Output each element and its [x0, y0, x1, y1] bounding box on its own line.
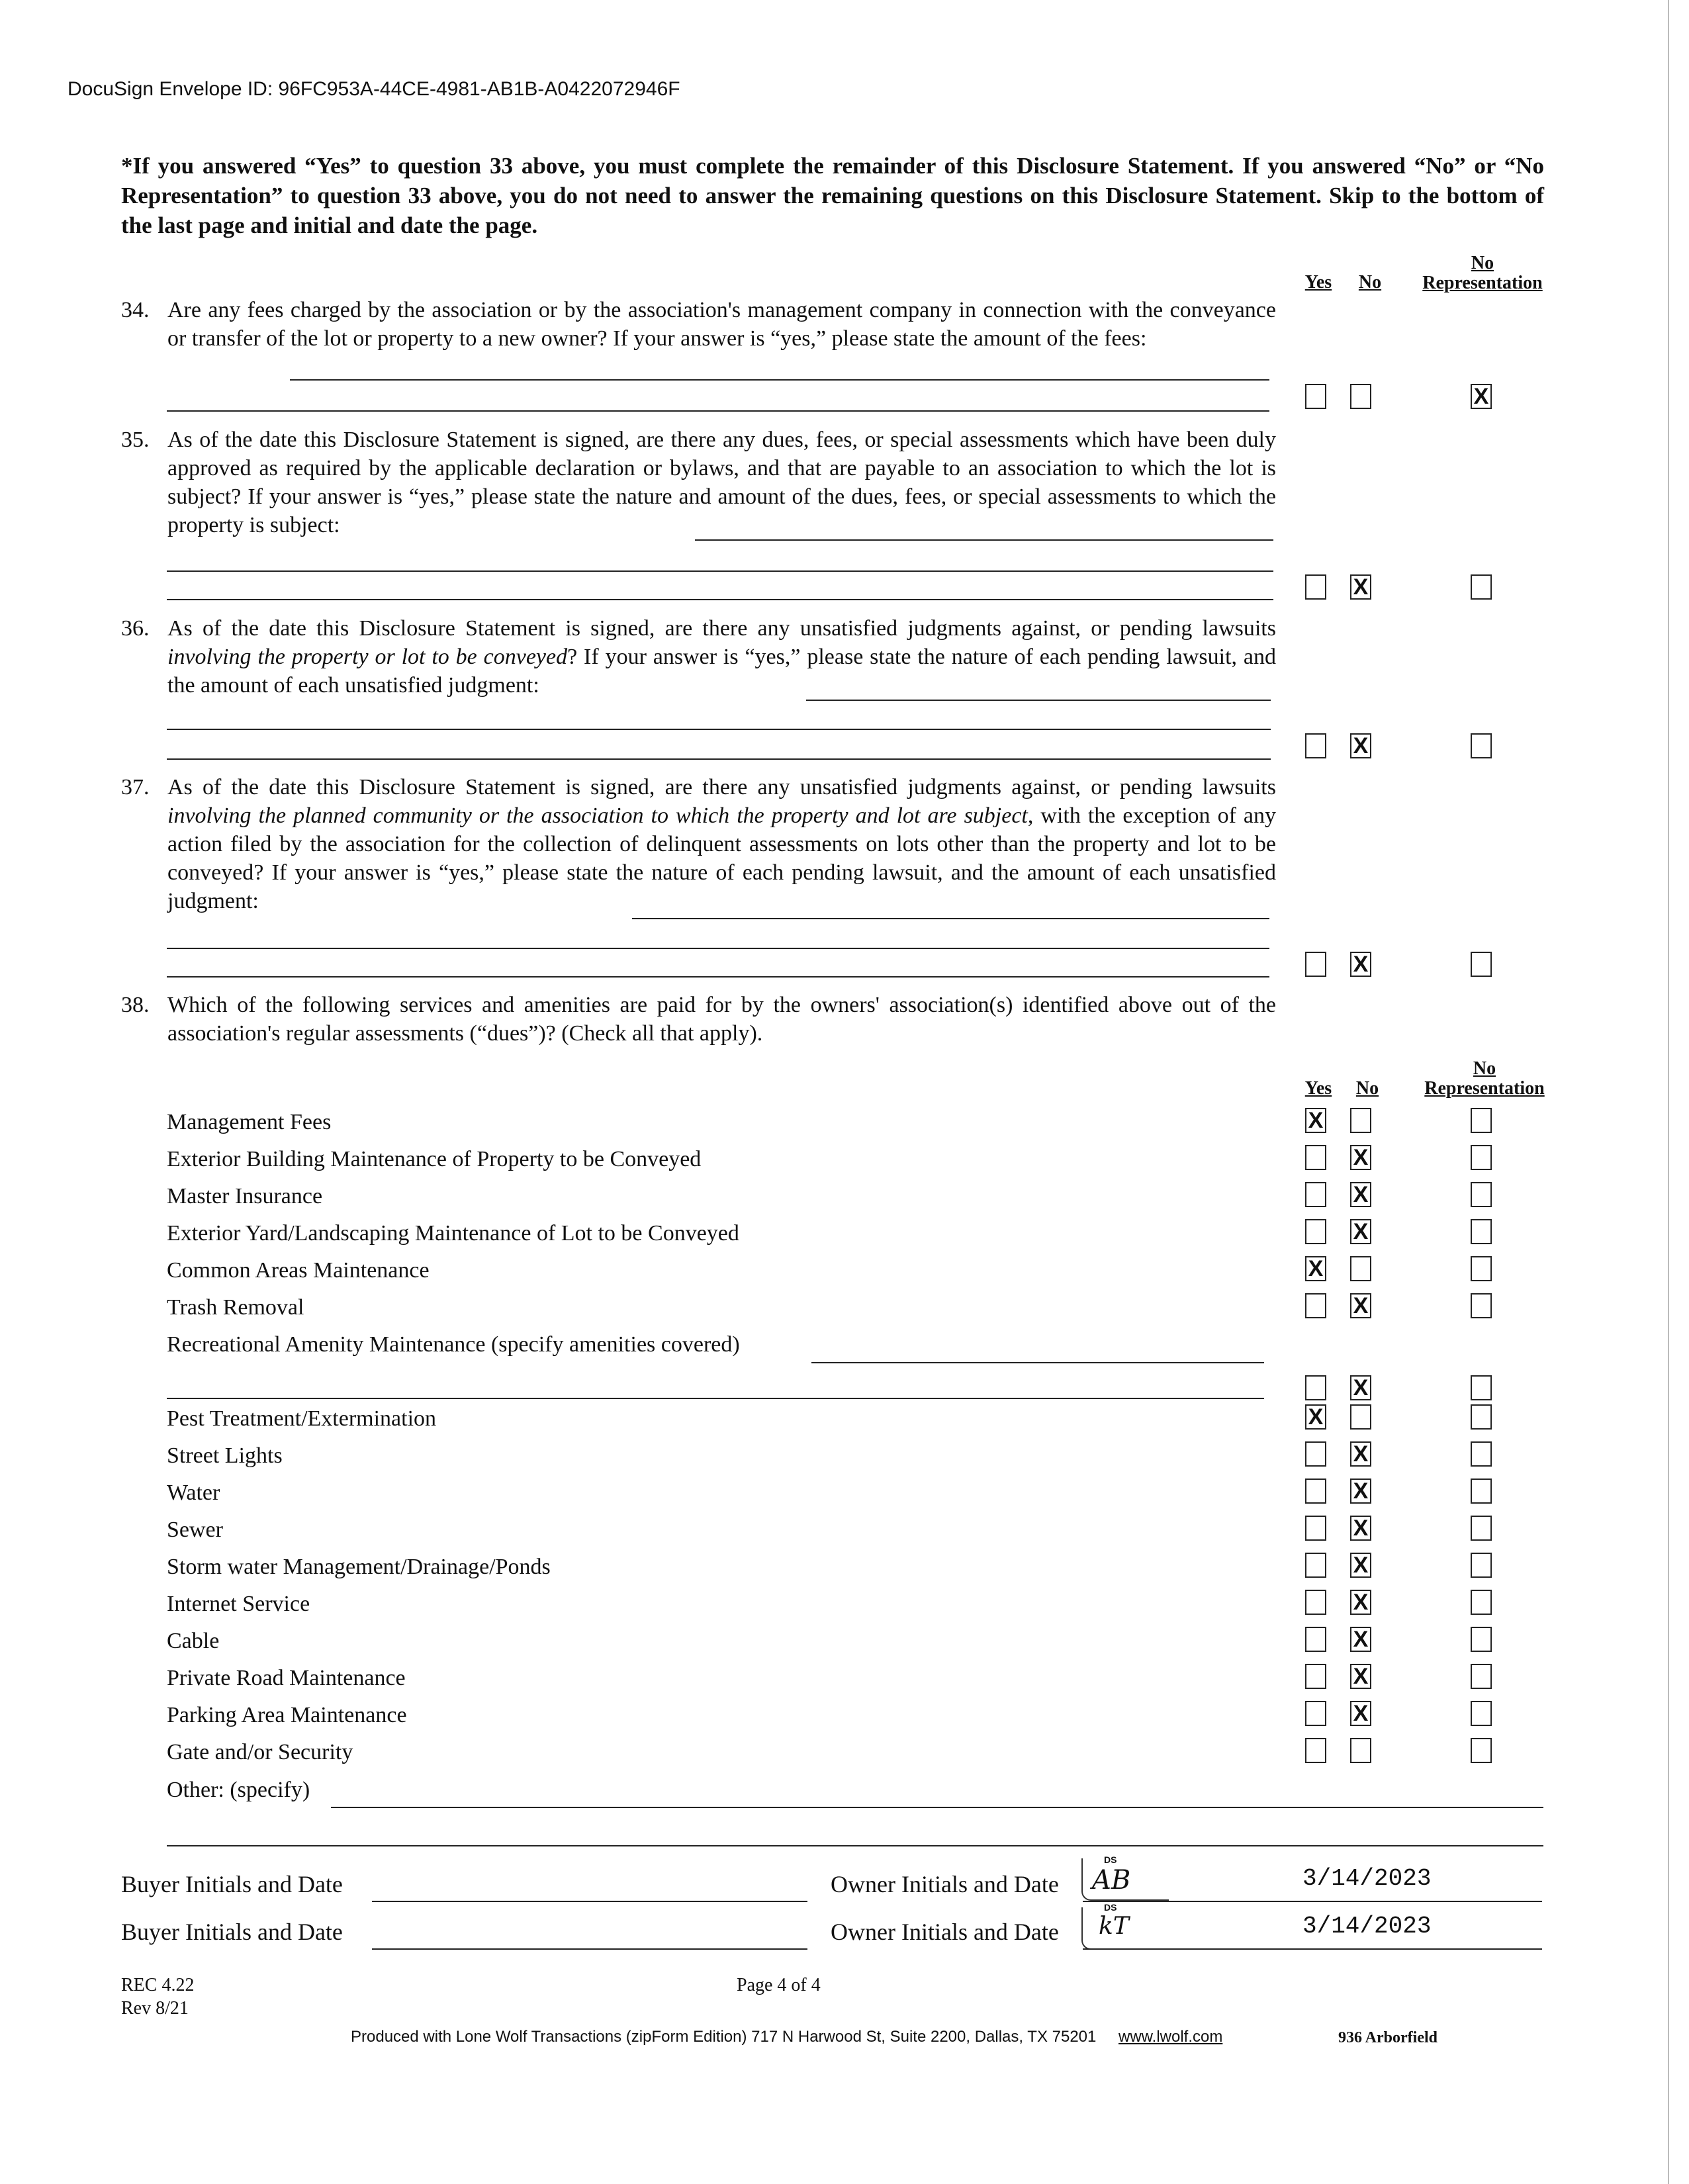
question-text-italic: involving the property or lot to be conveyed: [167, 645, 568, 669]
form-revision: Rev 8/21: [121, 1998, 189, 2019]
q36-yes-checkbox[interactable]: [1305, 733, 1326, 758]
q36-no-rep-checkbox[interactable]: [1471, 733, 1492, 758]
answer-line[interactable]: [167, 758, 1271, 760]
header-no: No: [1358, 272, 1382, 293]
service-no-rep-checkbox[interactable]: [1471, 1664, 1492, 1689]
service-no-checkbox[interactable]: [1350, 1108, 1371, 1133]
service-yes-checkbox[interactable]: X: [1305, 1108, 1326, 1133]
ds-tag: DS: [1104, 1854, 1117, 1865]
service-no-rep-checkbox[interactable]: [1471, 1293, 1492, 1318]
service-row: [167, 1183, 1269, 1210]
answer-line[interactable]: [167, 729, 1271, 730]
intro-instructions: *If you answered “Yes” to question 33 above, you must complete the remainder of this Disclosure Statement. If you answered “No” or “No Representation” to question 33 above, you do not need to answer the remaining questions on this Disclosure Statement. Skip to the bottom of the last page and initial and date the page.: [121, 153, 1544, 238]
service-yes-checkbox[interactable]: [1305, 1701, 1326, 1726]
question-text-italic: involving the planned community or the association to which the property and lot are subject: [167, 803, 1028, 828]
service-yes-checkbox[interactable]: [1305, 1182, 1326, 1207]
service-yes-checkbox[interactable]: [1305, 1553, 1326, 1578]
service-no-rep-checkbox[interactable]: [1471, 1182, 1492, 1207]
leader-dots: [167, 1535, 1269, 1537]
other-label: Other: (specify): [167, 1778, 310, 1802]
question-text: As of the date this Disclosure Statement is signed, are there any dues, fees, or special assessments which have been duly approved as required by the applicable declaration or bylaws, and that are payable to an association to which the lot is subject? If your answer is “yes,” please state the nature and amount of the dues, fees, or special assessments to which the property is subject:: [167, 428, 1276, 537]
owner-initials-1: AB: [1092, 1865, 1131, 1895]
service-yes-checkbox[interactable]: [1305, 1293, 1326, 1318]
service-label: Trash Removal: [167, 1295, 304, 1320]
service-label: Gate and/or Security: [167, 1740, 353, 1764]
buyer-initials-label-2: Buyer Initials and Date: [121, 1919, 343, 1945]
service-yes-checkbox[interactable]: [1305, 1516, 1326, 1541]
service-no-checkbox[interactable]: [1350, 1256, 1371, 1281]
service-row: [167, 1591, 1269, 1617]
answer-line[interactable]: [167, 570, 1273, 572]
service-no-checkbox[interactable]: X: [1350, 1553, 1371, 1578]
service-no-rep-checkbox[interactable]: [1471, 1441, 1492, 1467]
service-row: [167, 1517, 1269, 1543]
service-row: [167, 1628, 1269, 1655]
question-text-part: As of the date this Disclosure Statement is signed, are there any unsatisfied judgments against, or pending lawsuits: [167, 775, 1276, 799]
buyer-initials-line-1[interactable]: [372, 1901, 807, 1902]
owner-initials-label-1: Owner Initials and Date: [831, 1871, 1059, 1897]
answer-line[interactable]: [632, 918, 1269, 919]
property-address: 936 Arborfield: [1338, 2029, 1438, 2046]
service-row: [167, 1665, 1269, 1692]
service-no-rep-checkbox[interactable]: [1471, 1108, 1492, 1133]
service-label: Exterior Yard/Landscaping Maintenance of Lot to be Conveyed: [167, 1221, 739, 1246]
service-label: Street Lights: [167, 1443, 283, 1468]
q34-no-rep-checkbox[interactable]: X: [1471, 384, 1492, 409]
services-header-yes: Yes: [1304, 1078, 1332, 1099]
service-no-checkbox[interactable]: [1350, 1404, 1371, 1430]
question-35: [121, 426, 1276, 539]
q36-no-checkbox[interactable]: X: [1350, 733, 1371, 758]
service-label: Master Insurance: [167, 1184, 323, 1208]
buyer-initials-line-2[interactable]: [372, 1948, 807, 1950]
service-yes-checkbox[interactable]: [1305, 1145, 1326, 1170]
q37-no-rep-checkbox[interactable]: [1471, 952, 1492, 977]
owner-initials-line-1[interactable]: [1083, 1901, 1542, 1902]
page-number: Page 4 of 4: [737, 1975, 821, 1995]
owner-initials-label-2: Owner Initials and Date: [831, 1919, 1059, 1945]
question-text: Which of the following services and amenities are paid for by the owners' association(s) identified above out of the association's regular assessments (“dues”)? (Check all that apply).: [167, 993, 1276, 1046]
service-no-checkbox[interactable]: X: [1350, 1516, 1371, 1541]
service-no-rep-checkbox[interactable]: [1471, 1590, 1492, 1615]
service-no-checkbox[interactable]: X: [1350, 1441, 1371, 1467]
service-no-checkbox[interactable]: X: [1350, 1590, 1371, 1615]
services-header-no: No: [1355, 1078, 1379, 1099]
services-header-no-representation: [1402, 1059, 1567, 1099]
other-specify-line-2[interactable]: [167, 1845, 1543, 1846]
q35-no-checkbox[interactable]: X: [1350, 574, 1371, 600]
service-no-checkbox[interactable]: [1350, 1738, 1371, 1763]
header-no-rep-line2: Representation: [1422, 273, 1543, 293]
service-row: [167, 1480, 1269, 1506]
question-number: 37.: [121, 775, 150, 799]
leader-dots: [167, 1313, 1269, 1315]
question-34: [121, 296, 1276, 353]
q34-yes-checkbox[interactable]: [1305, 384, 1326, 409]
amenities-specify-line[interactable]: [811, 1362, 1264, 1363]
service-no-checkbox[interactable]: X: [1350, 1182, 1371, 1207]
service-no-rep-checkbox[interactable]: [1471, 1516, 1492, 1541]
service-row: [167, 1332, 1269, 1358]
question-text: Are any fees charged by the association or by the association's management company in connection with the conveyance or transfer of the lot or property to a new owner? If your answer is “yes,” please state the amount of the fees:: [167, 298, 1276, 351]
leader-dots: [167, 1498, 1269, 1500]
owner-initials-line-2[interactable]: [1083, 1948, 1542, 1950]
question-text-part: As of the date this Disclosure Statement is signed, are there any unsatisfied judgments against, or pending lawsuits: [167, 616, 1276, 641]
leader-dots: [167, 1610, 1269, 1612]
question-37: [121, 773, 1276, 915]
q34-no-checkbox[interactable]: [1350, 384, 1371, 409]
service-yes-checkbox[interactable]: [1305, 1664, 1326, 1689]
leader-dots: [167, 1647, 1269, 1649]
service-row: [167, 1146, 1269, 1173]
question-number: 38.: [121, 993, 150, 1017]
answer-line[interactable]: [695, 539, 1273, 541]
form-code: REC 4.22: [121, 1975, 195, 1995]
lwolf-link[interactable]: www.lwolf.com: [1118, 2028, 1223, 2046]
leader-dots: [167, 1461, 1269, 1463]
answer-line[interactable]: [806, 700, 1271, 701]
header-no-representation: [1403, 253, 1562, 293]
buyer-initials-label-1: Buyer Initials and Date: [121, 1871, 343, 1897]
service-label: Parking Area Maintenance: [167, 1703, 407, 1727]
q35-yes-checkbox[interactable]: [1305, 574, 1326, 600]
service-yes-checkbox[interactable]: [1305, 1590, 1326, 1615]
service-no-checkbox[interactable]: X: [1350, 1664, 1371, 1689]
service-no-checkbox[interactable]: X: [1350, 1375, 1371, 1400]
amenities-specify-line-2[interactable]: [167, 1398, 1264, 1399]
q37-yes-checkbox[interactable]: [1305, 952, 1326, 977]
question-36: [121, 614, 1276, 700]
service-label: Private Road Maintenance: [167, 1666, 406, 1690]
service-no-rep-checkbox[interactable]: [1471, 1479, 1492, 1504]
service-label: Sewer: [167, 1518, 223, 1542]
service-no-rep-checkbox[interactable]: [1471, 1256, 1492, 1281]
service-row: [167, 1406, 1269, 1432]
service-yes-checkbox[interactable]: [1305, 1627, 1326, 1652]
service-yes-checkbox[interactable]: [1305, 1441, 1326, 1467]
header-no-rep-line1: No: [1473, 1058, 1496, 1079]
service-no-rep-checkbox[interactable]: [1471, 1627, 1492, 1652]
produced-with: Produced with Lone Wolf Transactions (zipForm Edition) 717 N Harwood St, Suite 2200, Dallas, TX 75201: [351, 2028, 1097, 2046]
service-label: Internet Service: [167, 1592, 310, 1616]
service-yes-checkbox[interactable]: [1305, 1738, 1326, 1763]
question-text-part: , with the exception of any action filed by the association for the collection of delinquent assessments on lots other than the property and lot to be conveyed? If your answer is “yes,” please state the nature of each pending lawsuit, and the amount of each unsatisfied judgment:: [167, 803, 1276, 913]
owner-date-2: 3/14/2023: [1302, 1913, 1432, 1940]
service-no-checkbox[interactable]: X: [1350, 1479, 1371, 1504]
service-label: Water: [167, 1480, 220, 1505]
service-label: Common Areas Maintenance: [167, 1258, 430, 1283]
service-no-checkbox[interactable]: X: [1350, 1219, 1371, 1244]
owner-date-1: 3/14/2023: [1302, 1865, 1432, 1892]
answer-line[interactable]: [167, 410, 1269, 412]
service-no-checkbox[interactable]: X: [1350, 1701, 1371, 1726]
header-no-rep-line2: Representation: [1424, 1078, 1545, 1099]
answer-line[interactable]: [290, 379, 1269, 381]
envelope-id: DocuSign Envelope ID: 96FC953A-44CE-4981-AB1B-A0422072946F: [68, 78, 680, 100]
service-label: Recreational Amenity Maintenance (specify amenities covered): [167, 1332, 740, 1357]
service-yes-checkbox[interactable]: [1305, 1219, 1326, 1244]
question-number: 35.: [121, 428, 150, 452]
service-yes-checkbox[interactable]: [1305, 1479, 1326, 1504]
service-row: [167, 1295, 1269, 1321]
question-38: [121, 991, 1276, 1048]
header-no-rep-line1: No: [1471, 253, 1494, 273]
question-number: 36.: [121, 616, 150, 641]
answer-line[interactable]: [167, 976, 1269, 978]
ds-tag: DS: [1104, 1902, 1117, 1913]
service-row: [167, 1702, 1269, 1729]
service-label: Storm water Management/Drainage/Ponds: [167, 1555, 551, 1579]
service-no-rep-checkbox[interactable]: [1471, 1375, 1492, 1400]
service-no-rep-checkbox[interactable]: [1471, 1145, 1492, 1170]
service-label: Management Fees: [167, 1110, 332, 1134]
page-edge: [1668, 0, 1669, 2184]
other-specify-line[interactable]: [331, 1807, 1543, 1808]
service-no-rep-checkbox[interactable]: [1471, 1553, 1492, 1578]
service-row: [167, 1739, 1269, 1766]
service-no-rep-checkbox[interactable]: [1471, 1219, 1492, 1244]
service-yes-checkbox[interactable]: X: [1305, 1256, 1326, 1281]
question-text: [167, 773, 1276, 915]
question-text-part: ? If your answer is “yes,” please state the nature of each pending lawsuit, and the amount of each unsatisfied judgment:: [167, 645, 1276, 698]
service-row: [167, 1257, 1269, 1284]
q35-no-rep-checkbox[interactable]: [1471, 574, 1492, 600]
service-no-checkbox[interactable]: X: [1350, 1145, 1371, 1170]
question-text: [167, 614, 1276, 700]
answer-line[interactable]: [167, 948, 1269, 949]
leader-dots: [167, 1202, 1269, 1204]
question-number: 34.: [121, 298, 150, 322]
service-no-rep-checkbox[interactable]: [1471, 1738, 1492, 1763]
service-no-rep-checkbox[interactable]: [1471, 1701, 1492, 1726]
service-label: Pest Treatment/Extermination: [167, 1406, 437, 1431]
service-row: [167, 1443, 1269, 1469]
service-no-checkbox[interactable]: X: [1350, 1293, 1371, 1318]
answer-line[interactable]: [167, 599, 1273, 600]
service-yes-checkbox[interactable]: X: [1305, 1404, 1326, 1430]
service-row: [167, 1554, 1269, 1580]
service-label: Cable: [167, 1629, 220, 1653]
owner-initials-2: kT: [1099, 1913, 1129, 1940]
service-row: [167, 1109, 1269, 1136]
q37-no-checkbox[interactable]: X: [1350, 952, 1371, 977]
service-label: Exterior Building Maintenance of Property to be Conveyed: [167, 1147, 702, 1171]
service-no-rep-checkbox[interactable]: [1471, 1404, 1492, 1430]
header-yes: Yes: [1304, 272, 1332, 293]
service-yes-checkbox[interactable]: [1305, 1375, 1326, 1400]
service-no-checkbox[interactable]: X: [1350, 1627, 1371, 1652]
service-row: [167, 1220, 1269, 1247]
